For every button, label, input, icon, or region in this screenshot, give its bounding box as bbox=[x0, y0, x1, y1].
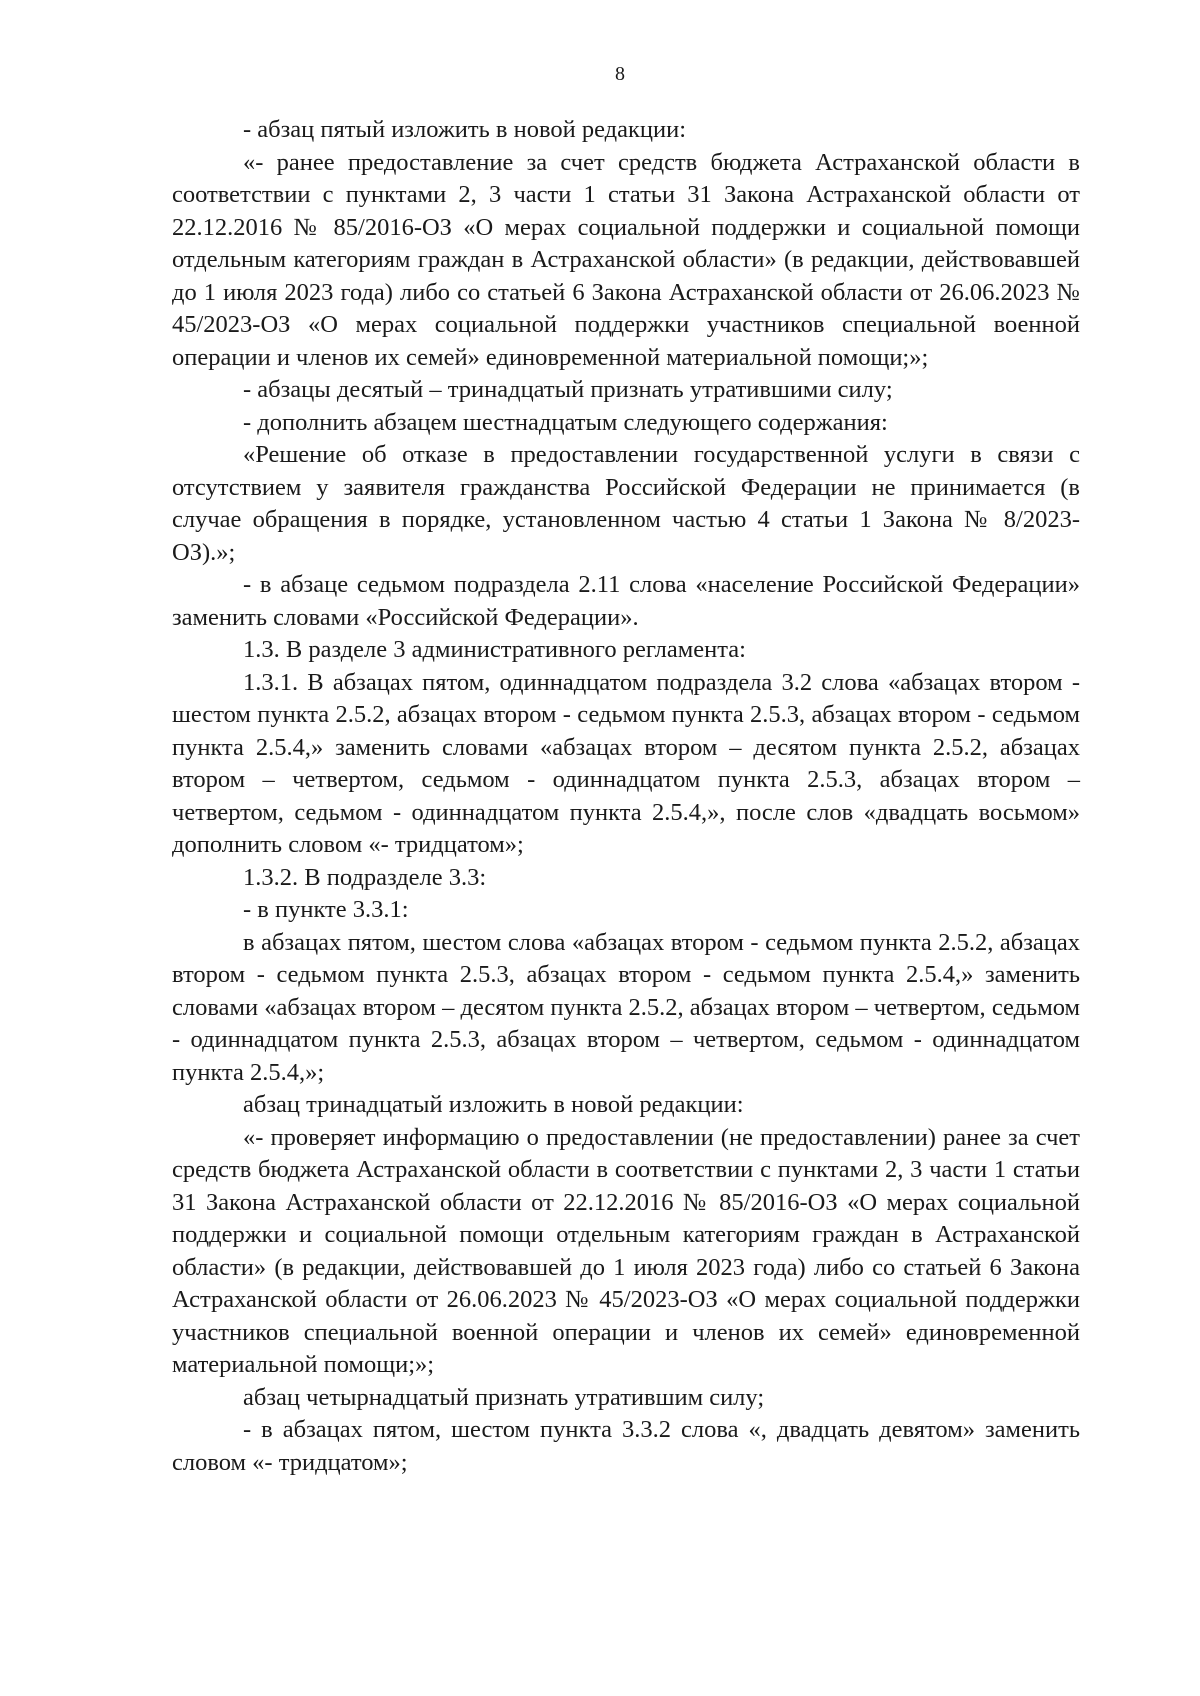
paragraph: 1.3.1. В абзацах пятом, одиннадцатом подраздела 3.2 слова «абзацах втором - шестом пункта 2.5.2, абзацах втором - седьмом пункта 2.5.3, абзацах втором - седьмом пункта 2.5.4,» заменить словами «абзацах втором – десятом пункта 2.5.2, абзацах втором – четвертом, седьмом - одиннадцатом пункта 2.5.3, абзацах втором – четвертом, седьмом - одиннадцатом пункта 2.5.4,», после слов «двадцать восьмом» дополнить словом «- тридцатом»; bbox=[172, 668, 1080, 858]
paragraph: «Решение об отказе в предоставлении государственной услуги в связи с отсутствием у заявителя гражданства Российской Федерации не принимается (в случае обращения в порядке, установленном частью 4 статьи 1 Закона № 8/2023-ОЗ).»; bbox=[172, 441, 1080, 566]
paragraph: абзац четырнадцатый признать утратившим силу; bbox=[243, 1383, 765, 1411]
paragraph: - в пункте 3.3.1: bbox=[243, 896, 409, 923]
paragraph: в абзацах пятом, шестом слова «абзацах втором - седьмом пункта 2.5.2, абзацах втором - седьмом пункта 2.5.3, абзацах втором - седьмом пункта 2.5.4,» заменить словами «абзацах втором – десятом пункта 2.5.2, абзацах втором – четвертом, седьмом - одиннадцатом пункта 2.5.3, абзацах втором – четвертом, седьмом - одиннадцатом пункта 2.5.4,»; bbox=[172, 928, 1080, 1086]
paragraph: 1.3. В разделе 3 административного регламента: bbox=[243, 636, 746, 663]
paragraph: - абзацы десятый – тринадцатый признать утратившими силу; bbox=[243, 376, 893, 403]
paragraph: - абзац пятый изложить в новой редакции: bbox=[243, 116, 687, 143]
paragraph: абзац тринадцатый изложить в новой редакции: bbox=[243, 1091, 744, 1118]
paragraph: - дополнить абзацем шестнадцатым следующего содержания: bbox=[243, 408, 888, 436]
document-body bbox=[172, 114, 1080, 1479]
page-number: 8 bbox=[615, 63, 625, 85]
paragraph: «- ранее предоставление за счет средств бюджета Астраханской области в соответствии с пунктами 2, 3 части 1 статьи 31 Закона Астраханской области от 22.12.2016 № 85/2016-ОЗ «О мерах социальной поддержки и социальной помощи отдельным категориям граждан в Астраханской области» (в редакции, действовавшей до 1 июля 2023 года) либо со статьей 6 Закона Астраханской области от 26.06.2023 № 45/2023-ОЗ «О мерах социальной поддержки участников специальной военной операции и членов их семей» единовременной материальной помощи;»; bbox=[172, 148, 1080, 371]
paragraph: 1.3.2. В подразделе 3.3: bbox=[243, 863, 487, 891]
paragraph: «- проверяет информацию о предоставлении (не предоставлении) ранее за счет средств бюджета Астраханской области в соответствии с пунктами 2, 3 части 1 статьи 31 Закона Астраханской области от 22.12.2016 № 85/2016-ОЗ «О мерах социальной поддержки и социальной помощи отдельным категориям граждан в Астраханской области» (в редакции, действовавшей до 1 июля 2023 года) либо со статьей 6 Закона Астраханской области от 26.06.2023 № 45/2023-ОЗ «О мерах социальной поддержки участников специальной военной операции и членов их семей» единовременной материальной помощи;»; bbox=[172, 1123, 1080, 1378]
paragraph: - в абзацах пятом, шестом пункта 3.3.2 слова «, двадцать девятом» заменить словом «- тридцатом»; bbox=[172, 1416, 1080, 1476]
paragraph: - в абзаце седьмом подраздела 2.11 слова «население Российской Федерации» заменить словами «Российской Федерации». bbox=[172, 571, 1080, 631]
